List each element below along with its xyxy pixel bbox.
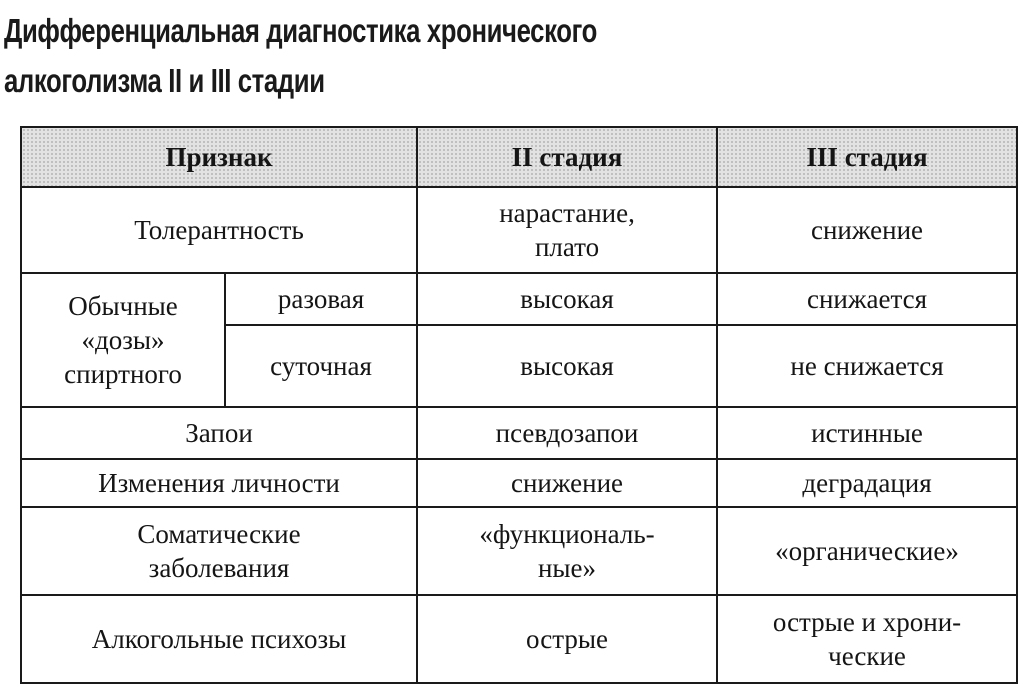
- tolerance-label: Толерантность: [21, 187, 417, 273]
- tolerance-stage-2-line-1: нарастание,: [499, 198, 635, 228]
- table-row-tolerance: [21, 187, 1017, 273]
- page-title-line-2: алкоголизма II и III стадии: [4, 62, 325, 99]
- psychoses-stage-3: [717, 595, 1017, 683]
- binges-stage-3: истинные: [717, 407, 1017, 459]
- header-stage-3: III стадия: [717, 127, 1017, 187]
- dose-daily-label: суточная: [225, 325, 417, 407]
- dose-single-stage-3: снижается: [717, 273, 1017, 325]
- binges-stage-2: псевдозапои: [417, 407, 717, 459]
- dose-single-stage-2: высокая: [417, 273, 717, 325]
- personality-stage-2: снижение: [417, 459, 717, 507]
- somatic-label-line-2: заболевания: [148, 553, 290, 583]
- dose-daily-stage-3: не снижается: [717, 325, 1017, 407]
- table-row-personality: [21, 459, 1017, 507]
- dose-daily-stage-2: высокая: [417, 325, 717, 407]
- differential-diagnosis-table: [20, 126, 1018, 684]
- doses-label-line-1: Обычные: [68, 291, 178, 321]
- psychoses-stage-2: острые: [417, 595, 717, 683]
- somatic-stage-2: [417, 507, 717, 595]
- somatic-label: [21, 507, 417, 595]
- table-row-somatic: [21, 507, 1017, 595]
- personality-stage-3: деградация: [717, 459, 1017, 507]
- tolerance-stage-2-line-2: плато: [534, 232, 600, 262]
- psychoses-stage-3-line-1: острые и хрони-: [772, 607, 962, 637]
- tolerance-stage-2: [417, 187, 717, 273]
- page-title-line-1: Дифференциальная диагностика хронического: [4, 12, 597, 49]
- somatic-stage-3: «органические»: [717, 507, 1017, 595]
- doses-label-line-3: спиртного: [64, 359, 182, 389]
- somatic-label-line-1: Соматические: [137, 519, 301, 549]
- header-sign: Признак: [21, 127, 417, 187]
- tolerance-stage-3: снижение: [717, 187, 1017, 273]
- table-row-binges: [21, 407, 1017, 459]
- psychoses-stage-3-line-2: ческие: [828, 641, 906, 671]
- page-title: [4, 6, 792, 106]
- binges-label: Запои: [21, 407, 417, 459]
- table-header-row: [21, 127, 1017, 187]
- personality-label: Изменения личности: [21, 459, 417, 507]
- somatic-stage-2-line-1: «функциональ-: [479, 519, 655, 549]
- somatic-stage-2-line-2: ные»: [537, 553, 597, 583]
- doses-label-line-2: «дозы»: [81, 325, 165, 355]
- psychoses-label: Алкогольные психозы: [21, 595, 417, 683]
- dose-single-label: разовая: [225, 273, 417, 325]
- table-row-psychoses: [21, 595, 1017, 683]
- doses-label: [21, 273, 225, 407]
- header-stage-2: II стадия: [417, 127, 717, 187]
- table-row-dose-single: [21, 273, 1017, 325]
